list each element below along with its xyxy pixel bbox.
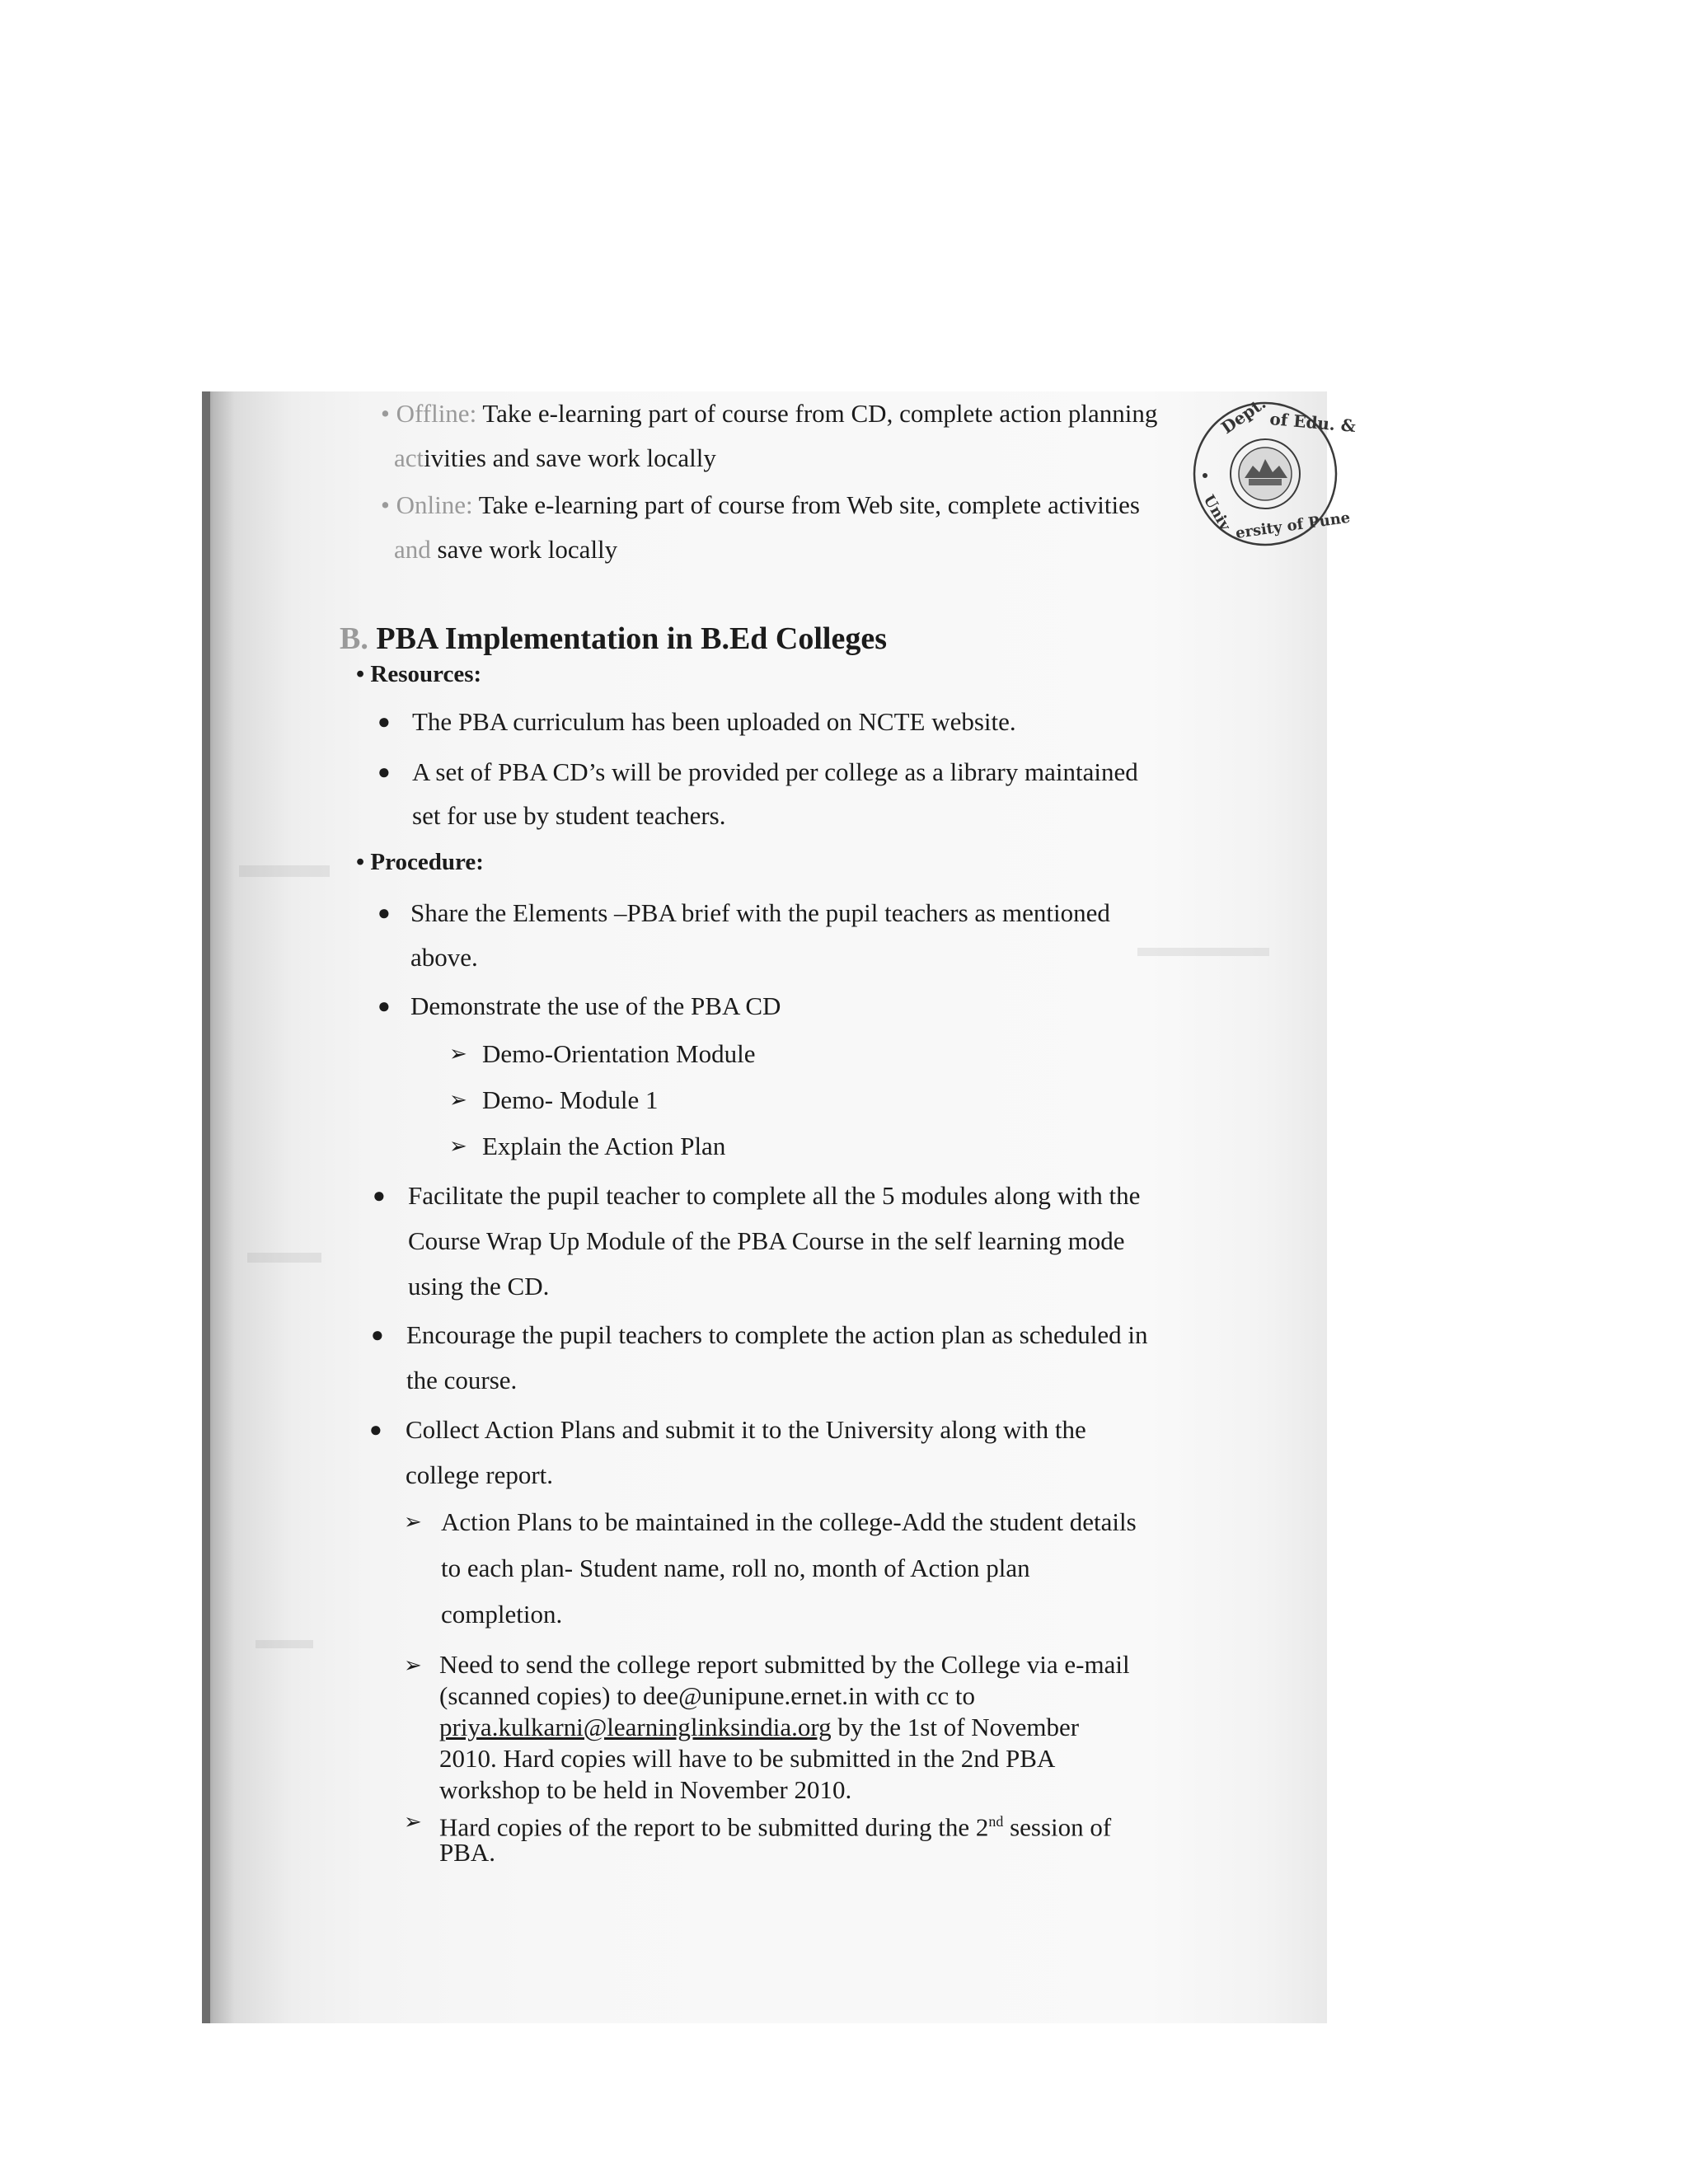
procedure-item-4-line-2: the course. bbox=[406, 1366, 518, 1394]
bullet: ● bbox=[377, 901, 391, 925]
note-1-line-3: completion. bbox=[441, 1600, 563, 1629]
note-2-line-2: (scanned copies) to dee@unipune.ernet.in with cc to bbox=[439, 1681, 976, 1710]
note-3-text-end: session of bbox=[1003, 1812, 1112, 1842]
resources-label: Resources: bbox=[370, 661, 482, 687]
university-seal-stamp bbox=[1187, 392, 1357, 548]
arrow-bullet-icon: ➢ bbox=[449, 1042, 467, 1066]
note-2-line-3-rest: by the 1st of November bbox=[831, 1713, 1080, 1741]
resources-item-1: The PBA curriculum has been uploaded on NCTE website. bbox=[412, 707, 1016, 736]
procedure-item-1-line-2: above. bbox=[410, 943, 478, 972]
procedure-item-5-line-1: Collect Action Plans and submit it to the University along with the bbox=[406, 1415, 1086, 1444]
online-faint-text: and bbox=[394, 535, 431, 564]
note-1-line-2: to each plan- Student name, roll no, month of Action plan bbox=[441, 1554, 1030, 1582]
svg-text:Dept.: Dept. bbox=[1217, 392, 1270, 438]
bullet-dot: • bbox=[381, 490, 396, 519]
arrow-bullet-icon: ➢ bbox=[404, 1810, 422, 1834]
scan-streak bbox=[247, 1253, 321, 1263]
svg-text:Univ: Univ bbox=[1199, 492, 1234, 534]
online-line bbox=[381, 490, 1140, 521]
online-text: Take e-learning part of course from Web site, complete activities bbox=[472, 490, 1140, 519]
svg-text:of Edu. &: of Edu. & bbox=[1268, 409, 1357, 437]
arrow-bullet-icon: ➢ bbox=[449, 1088, 467, 1112]
offline-line bbox=[381, 398, 1157, 429]
note-2-line-1: Need to send the college report submitted by the College via e-mail bbox=[439, 1650, 1130, 1679]
resources-item-2-line-2: set for use by student teachers. bbox=[412, 801, 726, 830]
arrow-bullet-icon: ➢ bbox=[404, 1510, 422, 1534]
procedure-item-3-line-1: Facilitate the pupil teacher to complete all the 5 modules along with the bbox=[408, 1181, 1141, 1210]
resources-item-2-line-1: A set of PBA CD’s will be provided per college as a library maintained bbox=[412, 757, 1138, 786]
procedure-item-1-line-1: Share the Elements –PBA brief with the pupil teachers as mentioned bbox=[410, 898, 1110, 927]
procedure-sub-item-3: Explain the Action Plan bbox=[482, 1132, 726, 1160]
bullet-dot: • bbox=[381, 399, 396, 428]
bullet: ● bbox=[377, 710, 391, 733]
bullet-dot: • bbox=[356, 849, 371, 875]
procedure-item-4-line-1: Encourage the pupil teachers to complete the action plan as scheduled in bbox=[406, 1320, 1148, 1349]
offline-faint-text: act bbox=[394, 443, 424, 472]
procedure-sub-item-1: Demo-Orientation Module bbox=[482, 1039, 756, 1068]
section-title: PBA Implementation in B.Ed Colleges bbox=[368, 621, 888, 656]
procedure-item-2: Demonstrate the use of the PBA CD bbox=[410, 991, 781, 1020]
note-2-line-5: workshop to be held in November 2010. bbox=[439, 1775, 852, 1804]
scan-streak bbox=[1137, 948, 1269, 956]
arrow-bullet-icon: ➢ bbox=[404, 1653, 422, 1677]
online-line-2 bbox=[394, 534, 617, 565]
email-link[interactable]: priya.kulkarni@learninglinksindia.org bbox=[439, 1713, 832, 1741]
section-heading bbox=[340, 620, 887, 658]
offline-text-2: ivities and save work locally bbox=[424, 443, 716, 472]
scan-streak bbox=[239, 865, 330, 877]
scan-streak bbox=[256, 1640, 313, 1648]
procedure-sub-item-2: Demo- Module 1 bbox=[482, 1085, 659, 1114]
online-text-2: save work locally bbox=[430, 535, 618, 564]
resources-heading bbox=[356, 659, 481, 689]
note-3-line-1 bbox=[439, 1807, 1111, 1842]
bullet: ● bbox=[373, 1183, 386, 1207]
svg-text:ersity of Pune: ersity of Pune bbox=[1234, 509, 1352, 542]
procedure-item-3-line-3: using the CD. bbox=[408, 1272, 550, 1301]
online-label: Online: bbox=[396, 490, 473, 519]
section-marker: B. bbox=[340, 621, 368, 656]
note-3-superscript: nd bbox=[988, 1813, 1004, 1830]
offline-label: Offline: bbox=[396, 399, 477, 428]
procedure-label: Procedure: bbox=[370, 849, 484, 875]
note-3-text: Hard copies of the report to be submitted during the 2 bbox=[439, 1812, 989, 1842]
bullet: ● bbox=[377, 760, 391, 784]
note-2-line-4: 2010. Hard copies will have to be submitted in the 2nd PBA bbox=[439, 1744, 1056, 1773]
bullet: ● bbox=[377, 994, 391, 1018]
scan-binding-edge bbox=[202, 391, 210, 2023]
offline-text: Take e-learning part of course from CD, complete action planning bbox=[476, 399, 1158, 428]
arrow-bullet-icon: ➢ bbox=[449, 1134, 467, 1158]
note-1-line-1: Action Plans to be maintained in the college-Add the student details bbox=[441, 1507, 1137, 1536]
note-3-line-2: PBA. bbox=[439, 1838, 496, 1867]
procedure-item-3-line-2: Course Wrap Up Module of the PBA Course in the self learning mode bbox=[408, 1226, 1125, 1255]
bullet: ● bbox=[369, 1418, 382, 1441]
procedure-heading bbox=[356, 847, 484, 877]
note-2-line-3 bbox=[439, 1713, 1079, 1742]
procedure-item-5-line-2: college report. bbox=[406, 1460, 554, 1489]
bullet: ● bbox=[371, 1323, 384, 1347]
bullet-dot: • bbox=[356, 661, 371, 687]
offline-line-2 bbox=[394, 443, 716, 474]
